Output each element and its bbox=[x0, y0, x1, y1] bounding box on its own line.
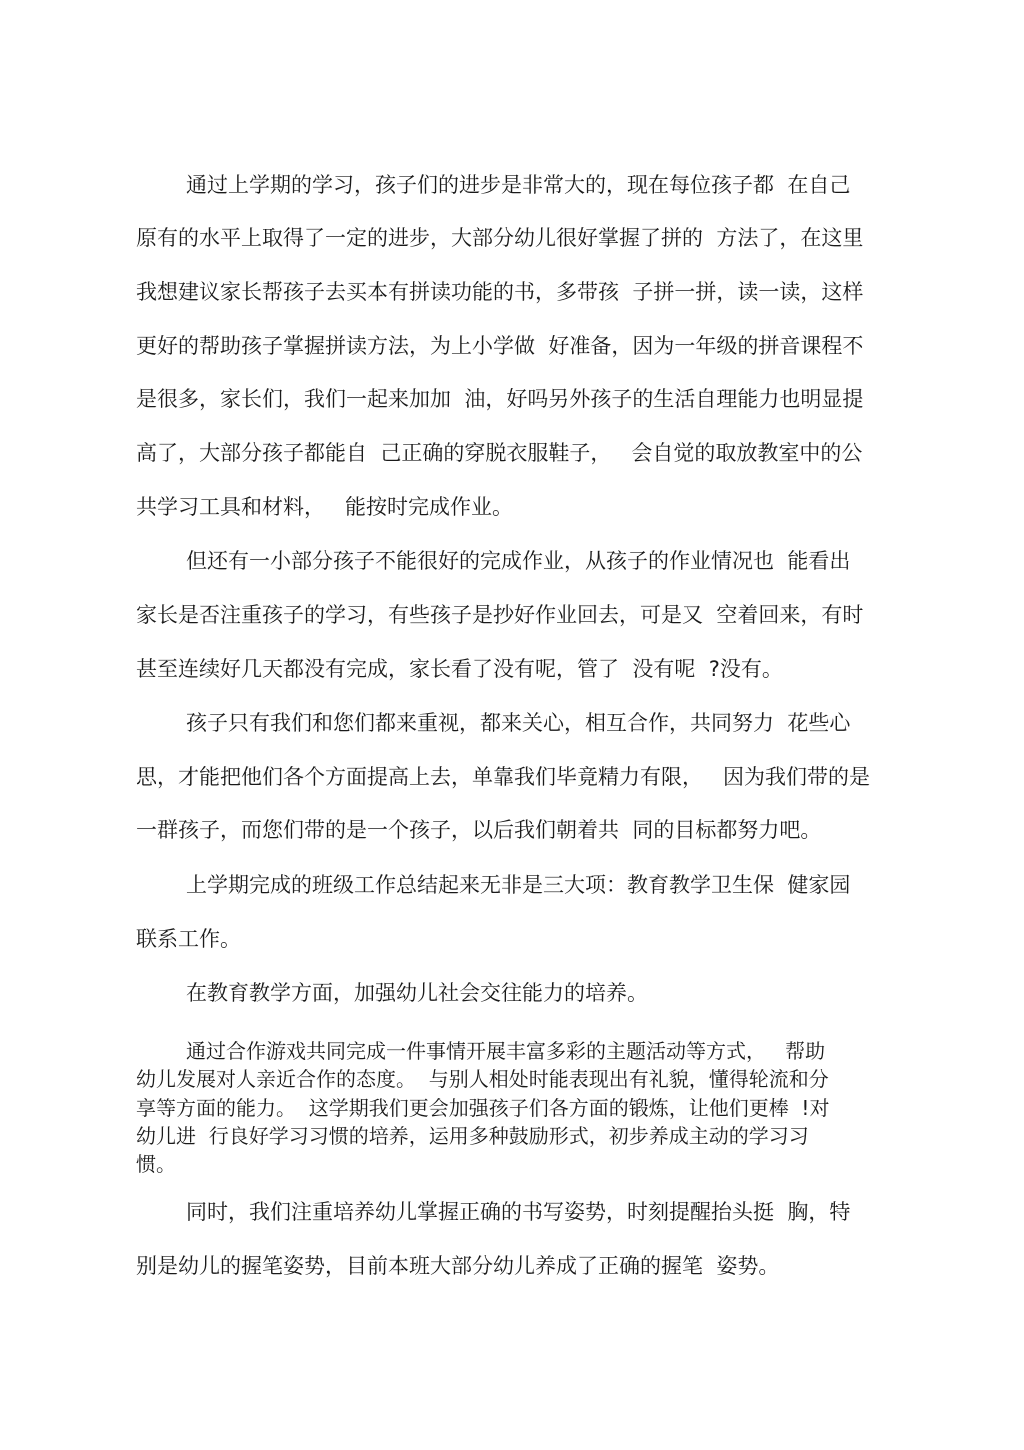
paragraph-6-line-5: 惯。 bbox=[136, 1152, 176, 1176]
paragraph-1-line-6: 高了，大部分孩子都能自 己正确的穿脱衣服鞋子， 会自觉的取放教室中的公 bbox=[136, 441, 863, 465]
paragraph-2-line-1: 但还有一小部分孩子不能很好的完成作业，从孩子的作业情况也 能看出 bbox=[186, 549, 851, 573]
paragraph-6-line-3: 享等方面的能力。 这学期我们更会加强孩子们各方面的锻炼，让他们更棒 !对 bbox=[136, 1096, 830, 1120]
paragraph-4-line-2: 联系工作。 bbox=[136, 927, 241, 951]
paragraph-7-line-1: 同时，我们注重培养幼儿掌握正确的书写姿势，时刻提醒抬头挺 胸，特 bbox=[186, 1200, 851, 1224]
paragraph-2-line-2: 家长是否注重孩子的学习，有些孩子是抄好作业回去，可是又 空着回来，有时 bbox=[136, 603, 864, 627]
paragraph-1-line-5: 是很多，家长们，我们一起来加加 油，好吗另外孩子的生活自理能力也明显提 bbox=[136, 387, 864, 411]
paragraph-7-line-2: 别是幼儿的握笔姿势，目前本班大部分幼儿养成了正确的握笔 姿势。 bbox=[136, 1254, 780, 1278]
paragraph-1-line-7: 共学习工具和材料， 能按时完成作业。 bbox=[136, 495, 514, 519]
paragraph-6-line-1: 通过合作游戏共同完成一件事情开展丰富多彩的主题活动等方式， 帮助 bbox=[186, 1039, 826, 1063]
paragraph-5-line-1: 在教育教学方面，加强幼儿社会交往能力的培养。 bbox=[186, 981, 648, 1005]
paragraph-6-line-4: 幼儿进 行良好学习习惯的培养，运用多种鼓励形式，初步养成主动的学习习 bbox=[136, 1124, 809, 1148]
paragraph-3-line-1: 孩子只有我们和您们都来重视，都来关心，相互合作，共同努力 花些心 bbox=[186, 711, 851, 735]
paragraph-1-line-4: 更好的帮助孩子掌握拼读方法，为上小学做 好准备，因为一年级的拼音课程不 bbox=[136, 334, 864, 358]
paragraph-1-line-3: 我想建议家长帮孩子去买本有拼读功能的书，多带孩 子拼一拼，读一读，这样 bbox=[136, 280, 864, 304]
paragraph-6-line-2: 幼儿发展对人亲近合作的态度。 与别人相处时能表现出有礼貌，懂得轮流和分 bbox=[136, 1067, 829, 1091]
paragraph-1-line-2: 原有的水平上取得了一定的进步，大部分幼儿很好掌握了拼的 方法了，在这里 bbox=[136, 226, 864, 250]
paragraph-1-line-1: 通过上学期的学习，孩子们的进步是非常大的，现在每位孩子都 在自己 bbox=[186, 173, 851, 197]
paragraph-3-line-2: 思，才能把他们各个方面提高上去，单靠我们毕竟精力有限， 因为我们带的是 bbox=[136, 765, 871, 789]
paragraph-3-line-3: 一群孩子，而您们带的是一个孩子，以后我们朝着共 同的目标都努力吧。 bbox=[136, 818, 822, 842]
paragraph-4-line-1: 上学期完成的班级工作总结起来无非是三大项：教育教学卫生保 健家园 bbox=[186, 873, 851, 897]
paragraph-2-line-3: 甚至连续好几天都没有完成，家长看了没有呢，管了 没有呢 ?没有。 bbox=[136, 657, 783, 681]
